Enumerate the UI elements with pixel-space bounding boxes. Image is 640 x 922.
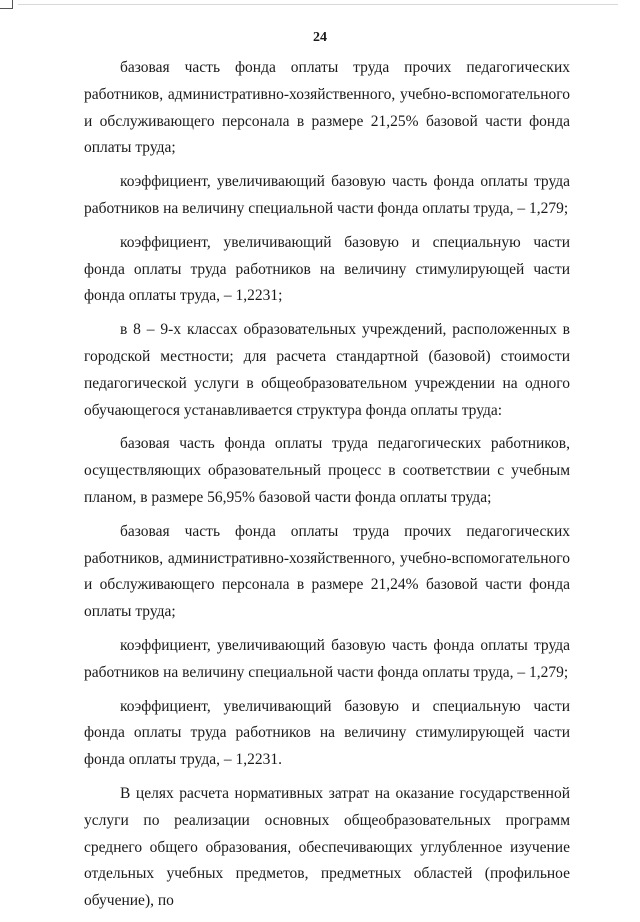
paragraph-8: коэффициент, увеличивающий базовую и специальную части фонда оплаты труда работников на величину стимулирующей части фонда оплаты труда, – 1,2231. <box>84 697 570 769</box>
paragraph-6: базовая часть фонда оплаты труда прочих педагогических работников, административно-хозяйственного, учебно-вспомогательного и обслуживающего персонала в размере 21,24% базовой части фонда оплаты труда; <box>84 522 570 621</box>
document-body <box>84 55 570 922</box>
paragraph-4: в 8 – 9-х классах образовательных учреждений, расположенных в городской местности; для расчета стандартной (базовой) стоимости педагогической услуги в общеобразовательном учреждении на одного обучающегося устанавливается структура фонда оплаты труда: <box>84 321 570 419</box>
scan-corner-mark <box>0 0 13 9</box>
paragraph-9: В целях расчета нормативных затрат на оказание государственной услуги по реализации основных общеобразовательных программ среднего общего образования, обеспечивающих углубленное изучение отдельных учебных предметов, предметных областей (профильное обучение), по <box>84 784 570 910</box>
paragraph-1: базовая часть фонда оплаты труда прочих педагогических работников, административно-хозяйственного, учебно-вспомогательного и обслуживающего персонала в размере 21,25% базовой части фонда оплаты труда; <box>84 59 570 157</box>
paragraph-3: коэффициент, увеличивающий базовую и специальную части фонда оплаты труда работников на величину стимулирующей части фонда оплаты труда, – 1,2231; <box>84 233 570 305</box>
paragraph-2: коэффициент, увеличивающий базовую часть фонда оплаты труда работников на величину специальной части фонда оплаты труда, – 1,279; <box>84 173 570 217</box>
scan-edge-line <box>18 4 618 5</box>
page-number: 24 <box>313 30 327 45</box>
paragraph-7: коэффициент, увеличивающий базовую часть фонда оплаты труда работников на величину специальной части фонда оплаты труда, – 1,279; <box>84 636 570 681</box>
paragraph-5: базовая часть фонда оплаты труда педагогических работников, осуществляющих образовательный процесс в соответствии с учебным планом, в размере 56,95% базовой части фонда оплаты труда; <box>84 435 570 506</box>
